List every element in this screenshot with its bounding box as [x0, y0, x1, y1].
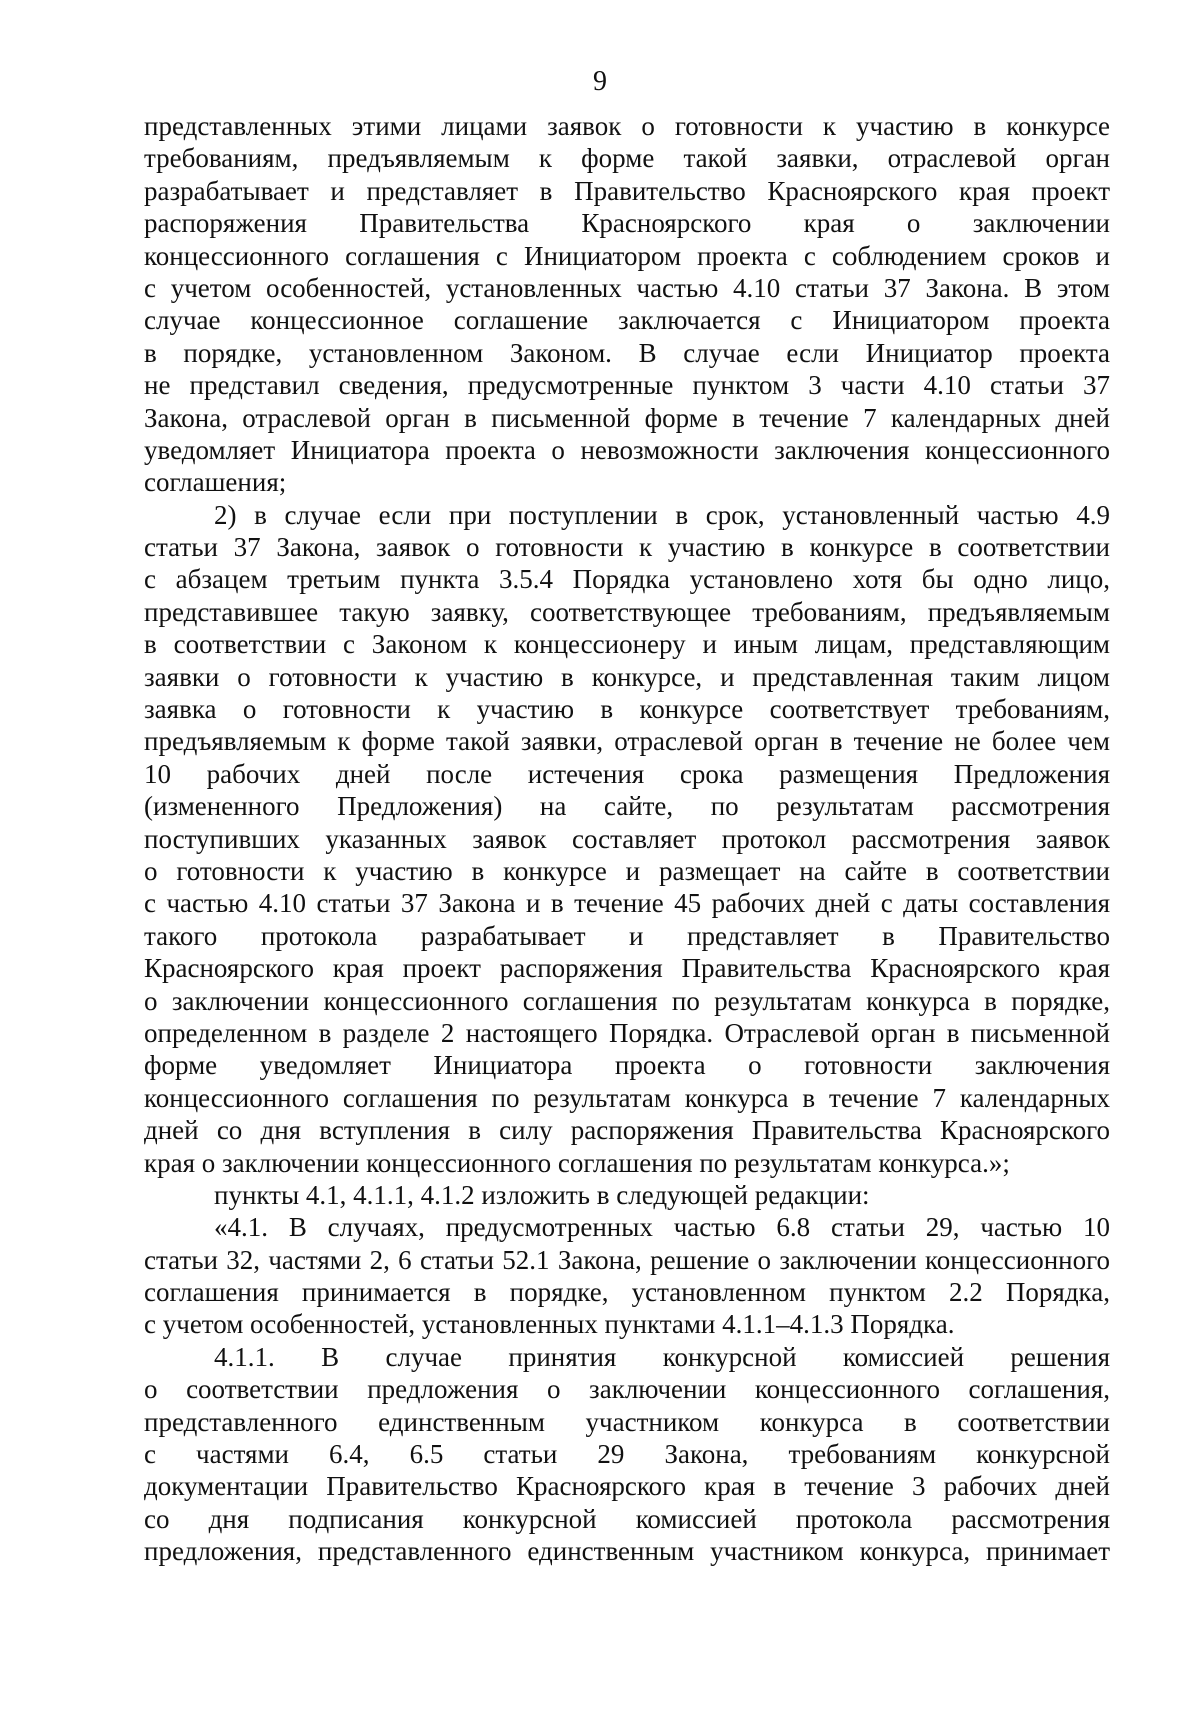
text-line: Красноярского края проект распоряжения Правительства Красноярского края [144, 953, 1110, 984]
text-line: представленного единственным участником конкурса в соответствии [144, 1406, 1110, 1437]
text-line: о заключении концессионного соглашения по результатам конкурса в порядке, [144, 985, 1110, 1016]
text-line: предъявляемым к форме такой заявки, отраслевой орган в течение не более чем [144, 726, 1110, 757]
text-line: со дня подписания конкурсной комиссией протокола рассмотрения [144, 1503, 1110, 1534]
text-line: статьи 32, частями 2, 6 статьи 52.1 Закона, решение о заключении концессионного [144, 1244, 1110, 1275]
text-line: не представил сведения, предусмотренные пунктом 3 части 4.10 статьи 37 [144, 370, 1110, 401]
text-line: заявки о готовности к участию в конкурсе, и представленная таким лицом [144, 661, 1110, 692]
text-line: 2) в случае если при поступлении в срок, установленный частью 4.9 [214, 499, 1110, 530]
text-line: с абзацем третьим пункта 3.5.4 Порядка установлено хотя бы одно лицо, [144, 564, 1110, 595]
text-line: с частью 4.10 статьи 37 Закона и в течение 45 рабочих дней с даты составления [144, 888, 1110, 919]
text-line: требованиям, предъявляемым к форме такой заявки, отраслевой орган [144, 143, 1110, 174]
text-line: концессионного соглашения с Инициатором проекта с соблюдением сроков и [144, 240, 1110, 271]
text-line: Закона, отраслевой орган в письменной форме в течение 7 календарных дней [144, 402, 1110, 433]
text-line: пункты 4.1, 4.1.1, 4.1.2 изложить в следующей редакции: [214, 1179, 870, 1210]
text-line: в соответствии с Законом к концессионеру и иным лицам, представляющим [144, 629, 1110, 660]
text-line: о готовности к участию в конкурсе и размещает на сайте в соответствии [144, 855, 1110, 886]
text-line: с учетом особенностей, установленных частью 4.10 статьи 37 Закона. В этом [144, 272, 1110, 303]
text-line: такого протокола разрабатывает и представляет в Правительство [144, 920, 1110, 951]
text-line: представленных этими лицами заявок о готовности к участию в конкурсе [144, 111, 1110, 141]
text-line: случае концессионное соглашение заключается с Инициатором проекта [144, 305, 1110, 336]
text-line: концессионного соглашения по результатам конкурса в течение 7 календарных [144, 1082, 1110, 1113]
text-line: определенном в разделе 2 настоящего Порядка. Отраслевой орган в письменной [144, 1017, 1110, 1048]
text-line: о соответствии предложения о заключении концессионного соглашения, [144, 1374, 1110, 1405]
page-number: 9 [593, 66, 607, 97]
text-line: 4.1.1. В случае принятия конкурсной комиссией решения [214, 1341, 1110, 1372]
text-line: предложения, представленного единственным участником конкурса, принимает [144, 1536, 1110, 1567]
text-line: 10 рабочих дней после истечения срока размещения Предложения [144, 758, 1110, 789]
text-line: с частями 6.4, 6.5 статьи 29 Закона, требованиям конкурсной [144, 1439, 1110, 1470]
text-line: соглашения принимается в порядке, установленном пунктом 2.2 Порядка, [144, 1277, 1110, 1308]
text-line: (измененного Предложения) на сайте, по результатам рассмотрения [144, 791, 1110, 822]
text-line: края о заключении концессионного соглашения по результатам конкурса.»; [144, 1147, 1010, 1178]
text-line: в порядке, установленном Законом. В случае если Инициатор проекта [144, 337, 1110, 368]
text-line: соглашения; [144, 467, 287, 498]
document-body [144, 110, 1110, 1568]
text-line: заявка о готовности к участию в конкурсе соответствует требованиям, [144, 694, 1110, 725]
text-line: представившее такую заявку, соответствующее требованиям, предъявляемым [144, 596, 1110, 627]
text-line: разрабатывает и представляет в Правительство Красноярского края проект [144, 175, 1110, 206]
text-line: поступивших указанных заявок составляет протокол рассмотрения заявок [144, 823, 1110, 854]
text-line: документации Правительство Красноярского края в течение 3 рабочих дней [144, 1471, 1110, 1502]
text-line: уведомляет Инициатора проекта о невозможности заключения концессионного [144, 434, 1110, 465]
text-line: статьи 37 Закона, заявок о готовности к участию в конкурсе в соответствии [144, 532, 1110, 563]
text-line: распоряжения Правительства Красноярского края о заключении [144, 208, 1110, 239]
text-line: «4.1. В случаях, предусмотренных частью 6.8 статьи 29, частью 10 [214, 1212, 1110, 1243]
text-line: с учетом особенностей, установленных пунктами 4.1.1–4.1.3 Порядка. [144, 1309, 955, 1340]
text-line: форме уведомляет Инициатора проекта о готовности заключения [144, 1050, 1110, 1081]
text-line: дней со дня вступления в силу распоряжения Правительства Красноярского [144, 1115, 1110, 1146]
